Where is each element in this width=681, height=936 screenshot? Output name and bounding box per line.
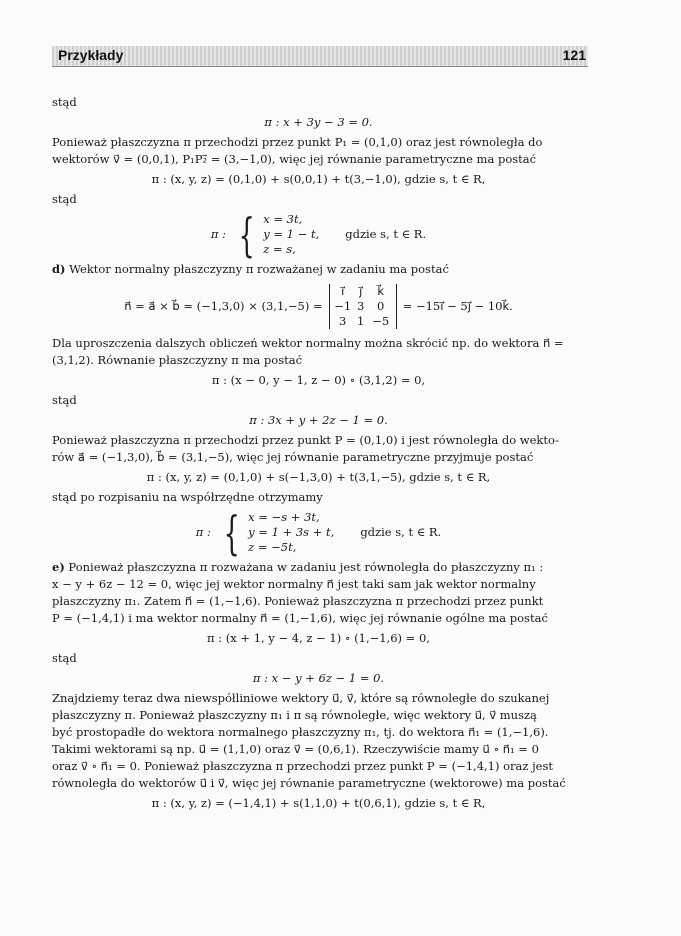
system-label: π : (210, 227, 226, 241)
text-line: płaszczyzny π. Ponieważ płaszczyzny π₁ i π są równoległe, więc wektory u⃗, v⃗ muszą (52, 708, 537, 722)
system-condition: gdzie s, t ∈ R. (360, 525, 442, 539)
text-line: wektorów v⃗ = (0,0,1), P₁P₂⃗ = (3,−1,0), więc jej równanie parametryczne ma postać (52, 152, 537, 166)
text-line: Znajdziemy teraz dwa niewspółliniowe wektory u⃗, v⃗, które są równoległe do szukanej (52, 691, 550, 705)
system-row: z = −5t, (248, 540, 297, 554)
system-row: y = 1 + 3s + t, (248, 525, 335, 539)
text-line: stąd (52, 651, 77, 665)
system-row: x = 3t, (263, 212, 303, 226)
text-line: płaszczyzny π₁. Zatem n⃗ = (1,−1,6). Ponieważ płaszczyzna π przechodzi przez punkt (52, 594, 544, 608)
text-line: oraz v⃗ ∘ n⃗₁ = 0. Ponieważ płaszczyzna π przechodzi przez punkt P = (−1,4,1) oraz jest (52, 759, 554, 773)
det-cell: j⃗ (359, 284, 363, 298)
text-line: stąd po rozpisaniu na współrzędne otrzymamy (52, 490, 323, 504)
system-row: z = s, (263, 242, 296, 256)
determinant (329, 284, 397, 329)
equation: π : 3x + y + 2z − 1 = 0. (249, 413, 388, 427)
page-body (52, 92, 585, 815)
text-line (52, 559, 585, 576)
item-marker: e) (52, 560, 65, 574)
text-line: równoległa do wektorów u⃗ i v⃗, więc jej równanie parametryczne (wektorowe) ma postać (52, 776, 566, 790)
page-number: 121 (562, 47, 586, 63)
equation: π : (x + 1, y − 4, z − 1) ∘ (1,−1,6) = 0, (207, 631, 430, 645)
equation: π : (x, y, z) = (−1,4,1) + s(1,1,0) + t(0,6,1), gdzie s, t ∈ R, (151, 796, 486, 810)
text-line: (3,1,2). Równanie płaszczyzny π ma postać (52, 353, 303, 367)
det-cell: k⃗ (377, 284, 384, 298)
text-line: stąd (52, 393, 77, 407)
text-line: stąd (52, 95, 77, 109)
equation-system (52, 505, 585, 560)
text-line: stąd (52, 192, 77, 206)
det-cell: i⃗ (341, 284, 345, 298)
det-cell: −5 (372, 314, 390, 328)
determinant-equation (52, 284, 585, 329)
equation: π : x − y + 6z − 1 = 0. (252, 671, 385, 685)
text-line (52, 261, 585, 278)
text-line: P = (−1,4,1) i ma wektor normalny n⃗ = (1,−1,6), więc jej równanie ogólne ma postać (52, 611, 548, 625)
equation: π : (x − 0, y − 1, z − 0) ∘ (3,1,2) = 0, (211, 373, 426, 387)
equation: π : x + 3y − 3 = 0. (264, 115, 373, 129)
det-cell: −1 (334, 299, 352, 313)
system-rows (263, 212, 319, 257)
system-row: x = −s + 3t, (248, 510, 320, 524)
cross-product-result: = −15i⃗ − 5j⃗ − 10k⃗. (402, 299, 513, 313)
text-line: Ponieważ płaszczyzna π przechodzi przez punkt P = (0,1,0) i jest równoległa do wekto- (52, 433, 559, 447)
left-brace: { (238, 207, 255, 262)
system-rows (248, 510, 334, 555)
text-line: rów a⃗ = (−1,3,0), b⃗ = (3,1,−5), więc jej równanie parametryczne przyjmuje postać (52, 450, 534, 464)
system-label: π : (195, 525, 211, 539)
cross-product-left: n⃗ = a⃗ × b⃗ = (−1,3,0) × (3,1,−5) = (124, 299, 323, 313)
system-condition: gdzie s, t ∈ R. (345, 227, 427, 241)
section-title: Przykłady (58, 47, 124, 63)
running-header (52, 46, 588, 67)
det-cell: 3 (339, 314, 347, 328)
equation: π : (x, y, z) = (0,1,0) + s(0,0,1) + t(3,−1,0), gdzie s, t ∈ R, (151, 172, 486, 186)
text-line: Dla uproszczenia dalszych obliczeń wektor normalny można skrócić np. do wektora n⃗ = (52, 336, 564, 350)
det-cell: 3 (357, 299, 365, 313)
det-cell: 1 (357, 314, 365, 328)
text-line: Takimi wektorami są np. u⃗ = (1,1,0) oraz v⃗ = (0,6,1). Rzeczywiście mamy u⃗ ∘ n⃗₁ = 0 (52, 742, 539, 756)
text-line: x − y + 6z − 12 = 0, więc jej wektor normalny n⃗ jest taki sam jak wektor normalny (52, 577, 536, 591)
det-cell: 0 (377, 299, 385, 313)
item-text: Ponieważ płaszczyzna π rozważana w zadaniu jest równoległa do płaszczyzny π₁ : (64, 560, 544, 574)
item-marker: d) (52, 262, 66, 276)
equation-system (52, 207, 585, 262)
equation: π : (x, y, z) = (0,1,0) + s(−1,3,0) + t(3,1,−5), gdzie s, t ∈ R, (146, 470, 491, 484)
system-row: y = 1 − t, (263, 227, 320, 241)
item-text: Wektor normalny płaszczyzny π rozważanej w zadaniu ma postać (65, 262, 449, 276)
left-brace: { (223, 505, 240, 560)
text-line: być prostopadłe do wektora normalnego płaszczyzny π₁, tj. do wektora n⃗₁ = (1,−1,6). (52, 725, 549, 739)
text-line: Ponieważ płaszczyzna π przechodzi przez punkt P₁ = (0,1,0) oraz jest równoległa do (52, 135, 543, 149)
